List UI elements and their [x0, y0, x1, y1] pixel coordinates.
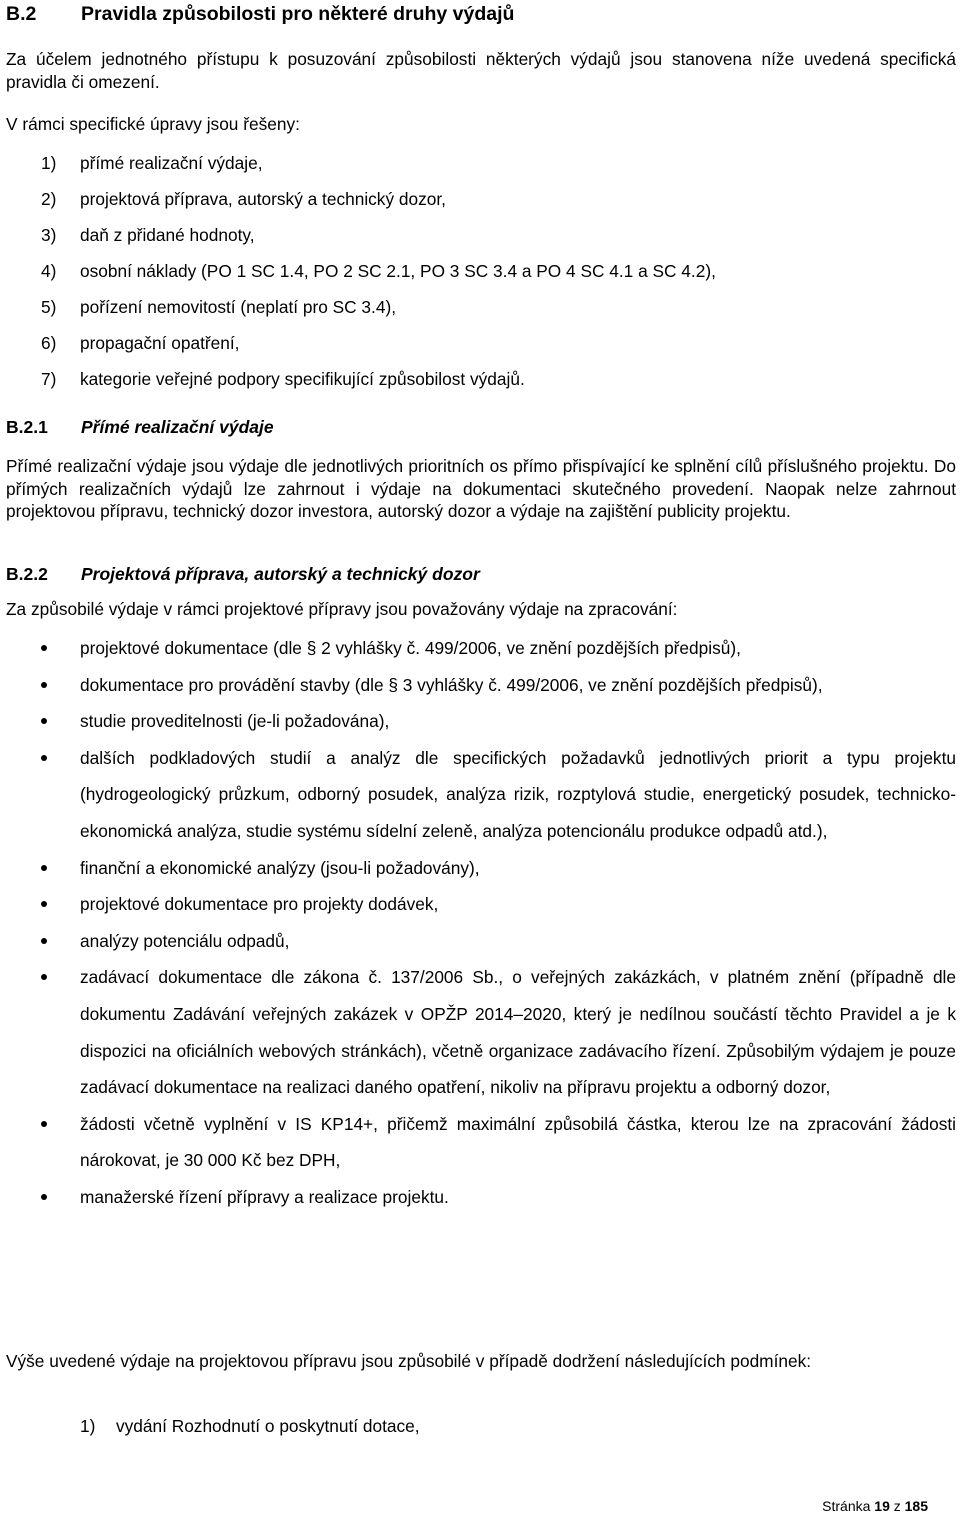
intro-paragraph: Za účelem jednotného přístupu k posuzování způsobilosti některých výdajů jsou stanovena níže uvedená specifická pravidla či omezení.	[6, 49, 956, 92]
subsection-number: B.2.2	[6, 564, 48, 584]
list-item: analýzy potenciálu odpadů,	[6, 923, 956, 960]
list-item: projektové dokumentace (dle § 2 vyhlášky č. 499/2006, ve znění pozdějších předpisů),	[6, 630, 956, 667]
bullet-icon	[41, 974, 47, 980]
list-item: zadávací dokumentace dle zákona č. 137/2006 Sb., o veřejných zakázkách, v platném znění (případně dle dokumentu Zadávání veřejných zakázek v OPŽP 2014–2020, který je nedílnou součástí těchto Pravidel a je k dispozici na oficiálních webových stránkách), včetně organizace zadávacího řízení. Způsobilým výdajem je pouze zadávací dokumentace na realizaci daného opatření, nikoliv na přípravu projektu a odborný dozor,	[6, 959, 956, 1105]
footer-page-number: 19	[874, 1498, 890, 1514]
section1-paragraph: Přímé realizační výdaje jsou výdaje dle jednotlivých prioritních os přímo přispívající ke splnění cílů příslušného projektu. Do přímých realizačních výdajů lze zahrnout i výdaje na dokumentaci skutečného provedení. Naopak nelze zahrnout projektovou přípravu, technický dozor investora, autorský dozor a výdaje na zajištění publicity projektu.	[6, 456, 956, 521]
page-footer	[822, 1498, 928, 1514]
conditions-intro: Výše uvedené výdaje na projektovou přípravu jsou způsobilé v případě dodržení následujících podmínek:	[6, 1351, 812, 1371]
list-item: 7) kategorie veřejné podpory specifikující způsobilost výdajů.	[41, 369, 525, 389]
list-item: 4) osobní náklady (PO 1 SC 1.4, PO 2 SC 2.1, PO 3 SC 3.4 a PO 4 SC 4.1 a SC 4.2),	[41, 261, 716, 281]
footer-separator: z	[893, 1498, 901, 1514]
bullet-icon	[41, 901, 47, 907]
eligible-costs-list	[6, 630, 956, 1216]
footer-label: Stránka	[822, 1498, 871, 1514]
subsection-title: Projektová příprava, autorský a technický dozor	[81, 564, 480, 584]
section-title: Pravidla způsobilosti pro některé druhy výdajů	[81, 3, 515, 25]
list-item: 1) přímé realizační výdaje,	[41, 153, 263, 173]
list-item: 6) propagační opatření,	[41, 333, 240, 353]
list-item: manažerské řízení přípravy a realizace projektu.	[6, 1179, 956, 1216]
list-intro: V rámci specifické úpravy jsou řešeny:	[6, 114, 300, 134]
bullet-icon	[41, 718, 47, 724]
bullet-icon	[41, 1121, 47, 1127]
list-item: 2) projektová příprava, autorský a technický dozor,	[41, 189, 446, 209]
subsection-title: Přímé realizační výdaje	[81, 417, 274, 437]
list-item: dalších podkladových studií a analýz dle specifických požadavků jednotlivých priorit a typu projektu (hydrogeologický průzkum, odborný posudek, analýza rizik, rozptylová studie, energetický posudek, technicko-ekonomická analýza, studie systému sídelní zeleně, analýza potencionálu produkce odpadů atd.),	[6, 740, 956, 850]
section2-intro: Za způsobilé výdaje v rámci projektové přípravy jsou považovány výdaje na zpracování:	[6, 599, 678, 619]
list-item: projektové dokumentace pro projekty dodávek,	[6, 886, 956, 923]
bullet-icon	[41, 755, 47, 761]
list-item: 3) daň z přidané hodnoty,	[41, 225, 255, 245]
list-item: žádosti včetně vyplnění v IS KP14+, přičemž maximální způsobilá částka, kterou lze na zpracování žádosti nárokovat, je 30 000 Kč bez DPH,	[6, 1106, 956, 1179]
list-item: finanční a ekonomické analýzy (jsou-li požadovány),	[6, 850, 956, 887]
footer-page-total: 185	[904, 1498, 928, 1514]
bullet-icon	[41, 682, 47, 688]
list-item: 5) pořízení nemovitostí (neplatí pro SC 3.4),	[41, 297, 397, 317]
bullet-icon	[41, 1194, 47, 1200]
list-item: dokumentace pro provádění stavby (dle § 3 vyhlášky č. 499/2006, ve znění pozdějších předpisů),	[6, 667, 956, 704]
bullet-icon	[41, 865, 47, 871]
subsection-number: B.2.1	[6, 417, 48, 437]
section-number: B.2	[6, 3, 37, 25]
bullet-icon	[41, 938, 47, 944]
topics-list	[6, 145, 956, 397]
list-item: studie proveditelnosti (je-li požadována),	[6, 703, 956, 740]
conditions-list	[6, 1408, 956, 1444]
list-item: 1) vydání Rozhodnutí o poskytnutí dotace,	[80, 1416, 420, 1436]
bullet-icon	[41, 645, 47, 651]
